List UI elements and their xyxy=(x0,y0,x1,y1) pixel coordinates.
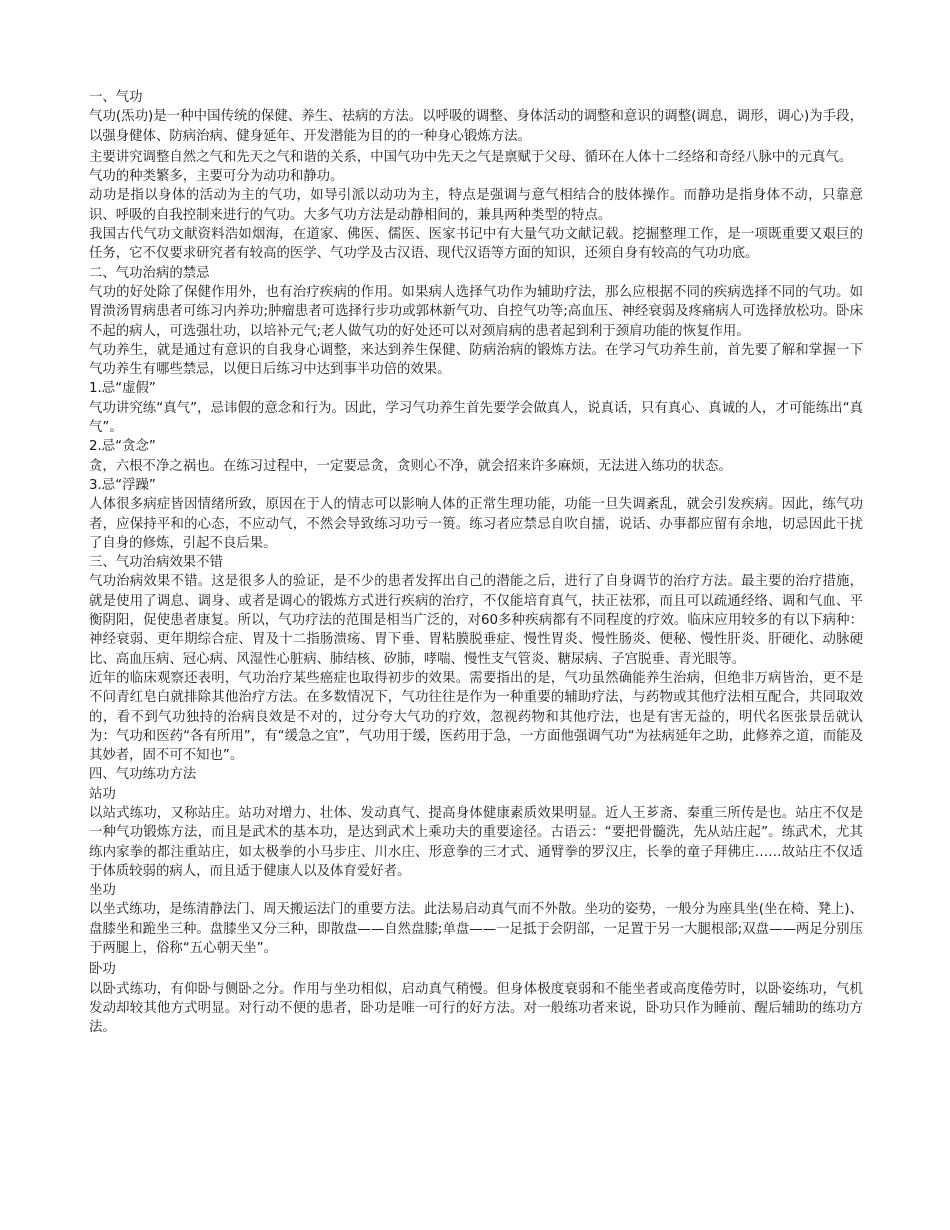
paragraph-vital-qi: 主要讲究调整自然之气和先天之气和谐的关系，中国气功中先天之气是禀赋于父母、循环在人体十二经络和奇经八脉中的元真气。 xyxy=(89,149,853,165)
paragraph-dynamic-static: 动功是指以身体的活动为主的气功，如导引派以动功为主，特点是强调与意气相结合的肢体操作。而静功是指身体不动，只靠意识、呼吸的自我控制来进行的气功。大多气功方法是动静相间的，兼具两种类型的特点。 xyxy=(89,188,863,223)
paragraph-sitting: 以坐式练功，是练清静法门、周天搬运法门的重要方法。此法易启动真气而不外散。坐功的姿势，一般分为座具坐(坐在椅、凳上)、盘膝坐和跪坐三种。盘膝坐又分三种，即散盘——自然盘膝;单盘——一足抵于会阴部，一足置于另一大腿根部;双盘——两足分别压于两腿上，俗称“五心朝天坐”。 xyxy=(89,902,863,957)
section-heading-effects: 三、气功治病效果不错 xyxy=(89,555,223,571)
paragraph-therapy: 气功的好处除了保健作用外，也有治疗疾病的作用。如果病人选择气功作为辅助疗法，那么应根据不同的疾病选择不同的气功。如胃溃汤胃病患者可练习内养功;肿瘤患者可选择行步功或郭林新气功、自控气功等;高血压、神经衰弱及疼痛病人可选择放松功。卧床不起的病人，可选强壮功，以培补元气;老人做气功的好处还可以对颈肩病的患者起到利于颈肩功能的恢复作用。 xyxy=(89,284,863,339)
section-heading-taboos: 二、气功治病的禁忌 xyxy=(89,265,210,281)
taboo-heading-falsehood: 1.忌“虚假” xyxy=(89,381,156,397)
section-heading-qigong: 一、气功 xyxy=(89,90,143,105)
paragraph-impetuosity: 人体很多病症皆因情绪所致，原因在于人的情志可以影响人体的正常生理功能，功能一旦失调紊乱，就会引发疾病。因此，练气功者，应保持平和的心态，不应动气，不然会导致练习功亏一篑。练习者应禁忌自吹自擂，说话、办事都应留有余地，切忌因此干扰了自身的修炼，引起不良后果。 xyxy=(89,497,863,551)
paragraph-standing: 以站式练功，又称站庄。站功对增力、壮体、发动真气、提高身体健康素质效果明显。近人王芗斋、秦重三所传是也。站庄不仅是一种气功锻炼方法，而且是武术的基本功，是达到武术上乘功夫的重要途径。古语云：“要把骨髓洗，先从站庄起”。练武术，尤其练内家拳的都注重站庄，如太极拳的小马步庄、川水庄、形意拳的三才式、通臂拳的罗汉庄，长拳的童子拜佛庄……故站庄不仅适于体质较弱的病人，而且适于健康人以及体育爱好者。 xyxy=(89,805,863,879)
paragraph-lying: 以卧式练功，有仰卧与侧卧之分。作用与坐功相似，启动真气稍慢。但身体极度衰弱和不能坐者或高度倦劳时，以卧姿练功，气机发动却较其他方式明显。对行动不便的患者，卧功是唯一可行的好方法。对一般练功者来说，卧功只作为睡前、醒后辅助的练功方法。 xyxy=(89,981,863,1036)
method-heading-lying: 卧功 xyxy=(89,962,116,978)
section-heading-methods: 四、气功练功方法 xyxy=(89,767,197,783)
paragraph-greed: 贪，六根不净之祸也。在练习过程中，一定要忌贪，贪则心不净，就会招来许多麻烦，无法进入练功的状态。 xyxy=(89,458,732,474)
document-page xyxy=(89,88,863,1038)
method-heading-standing: 站功 xyxy=(89,786,116,802)
method-heading-sitting: 坐功 xyxy=(89,883,116,899)
taboo-heading-greed: 2.忌“贪念” xyxy=(89,439,156,455)
paragraph-definition: 气功(炁功)是一种中国传统的保健、养生、祛病的方法。以呼吸的调整、身体活动的调整和意识的调整(调息，调形，调心)为手段，以强身健体、防病治病、健身延年、开发潜能为目的的一种身心锻炼方法。 xyxy=(89,109,863,144)
paragraph-clinical: 近年的临床观察还表明，气功治疗某些癌症也取得初步的效果。需要指出的是，气功虽然确能养生治病，但绝非万病皆治，更不是不问青红皂白就排除其他治疗方法。在多数情况下，气功往往是作为一种重要的辅助疗法，与药物或其他疗法相互配合，共同取效的，看不到气功独持的治病良效是不对的，过分夸大气功的疗效，忽视药物和其他疗法，也是有害无益的，明代名医张景岳就认为：气功和医药“各有所用”，有“缓急之宜”，气功用于缓，医药用于急，一方面他强调气功“为祛病延年之助，此修养之道，而能及其妙者，固不可不知也”。 xyxy=(89,670,863,764)
paragraph-effects: 气功治病效果不错。这是很多人的验证，是不少的患者发挥出自己的潜能之后，进行了自身调节的治疗方法。最主要的治疗措施，就是使用了调息、调身、或者是调心的锻炼方式进行疾病的治疗，不仅能培育真气，扶正祛邪，而且可以疏通经络、调和气血、平衡阴阳，促使患者康复。所以，气功疗法的范围是相当广泛的，对60多种疾病都有不同程度的疗效。临床应用较多的有以下病种：神经衰弱、更年期综合症、胃及十二指肠溃疡、胃下垂、胃粘膜脱垂症、慢性胃炎、慢性肠炎、便秘、慢性肝炎、肝硬化、动脉硬比、高血压病、冠心病、风湿性心脏病、肺结核、矽肺，哮喘、慢性支气管炎、糖尿病、子宫脱垂、青光眼等。 xyxy=(89,574,863,667)
taboo-heading-impetuosity: 3.忌“浮躁” xyxy=(89,477,156,493)
paragraph-literature: 我国古代气功文献资料浩如烟海，在道家、佛医、儒医、医家书记中有大量气功文献记载。挖掘整理工作，是一项既重要又艰巨的任务，它不仅要求研究者有较高的医学、气功学及古汉语、现代汉语等方面的知识，还须自身有较高的气功功底。 xyxy=(89,227,863,262)
paragraph-health-preservation: 气功养生，就是通过有意识的自我身心调整，来达到养生保健、防病治病的锻炼方法。在学习气功养生前，首先要了解和掌握一下气功养生有哪些禁忌，以便日后练习中达到事半功倍的效果。 xyxy=(89,342,863,378)
paragraph-types: 气功的种类繁多，主要可分为动功和静功。 xyxy=(89,169,344,185)
paragraph-falsehood: 气功讲究练“真气”，忌讳假的意念和行为。因此，学习气功养生首先要学会做真人，说真话，只有真心、真诚的人，才可能练出“真气”。 xyxy=(89,400,863,436)
